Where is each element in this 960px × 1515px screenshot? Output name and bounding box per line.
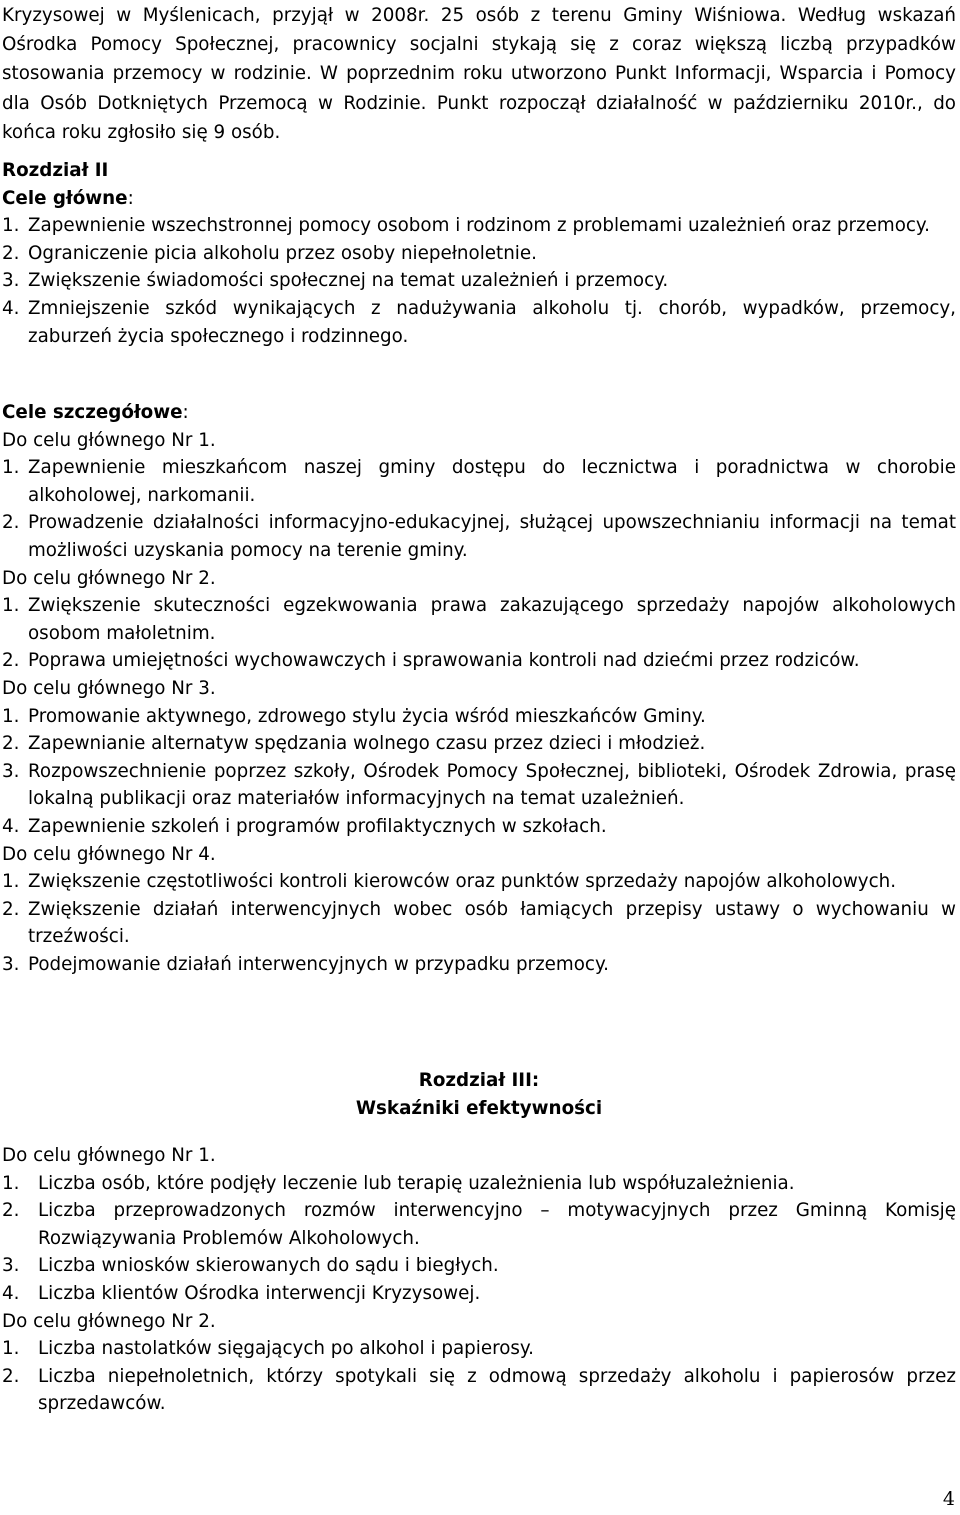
- item-number: 1.: [2, 457, 20, 479]
- item-text: Podejmowanie działań interwencyjnych w przypadku przemocy.: [28, 953, 609, 975]
- item-number: 1.: [2, 595, 20, 617]
- item-text: Liczba wniosków skierowanych do sądu i biegłych.: [38, 1255, 499, 1277]
- item-text: Promowanie aktywnego, zdrowego stylu życia wśród mieszkańców Gminy.: [28, 705, 706, 727]
- item-number: 4.: [2, 815, 20, 837]
- indicator-group-label: Do celu głównego Nr 1.: [2, 1145, 216, 1166]
- specific-goals-colon: :: [182, 402, 189, 423]
- specific-goal-item: [2, 592, 956, 647]
- item-number: 4.: [2, 1282, 20, 1304]
- item-number: 3.: [2, 760, 20, 782]
- item-number: 1.: [2, 871, 20, 893]
- intro-paragraph: Kryzysowej w Myślenicach, przyjął w 2008r. 25 osób z terenu Gminy Wiśniowa. Według wskazań Ośrodka Pomocy Społecznej, pracownicy socjalni stykają się z coraz większą liczbą przypadków stosowania przemocy w rodzinie. W poprzednim roku utworzono Punkt Informacji, Wsparcia i Pomocy dla Osób Dotkniętych Przemocą w Rodzinie. Punkt rozpoczął działalność w październiku 2010r., do końca roku zgłosiło się 9 osób.: [2, 5, 956, 143]
- item-number: 3.: [2, 1255, 20, 1277]
- item-number: 1.: [2, 1172, 20, 1194]
- chapter-3-title: Rozdział III:: [418, 1070, 540, 1091]
- specific-goals-heading: [2, 399, 956, 427]
- specific-goal-item: [2, 896, 956, 951]
- item-text: Rozpowszechnienie poprzez szkoły, Ośrodek Pomocy Społecznej, biblioteki, Ośrodek Zdrowia, prasę lokalną publikacji oraz materiałów informacyjnych na temat uzależnień.: [28, 760, 956, 810]
- item-text: Liczba nastolatków sięgających po alkohol i papierosy.: [38, 1338, 534, 1360]
- item-number: 1.: [2, 1338, 20, 1360]
- item-text: Liczba klientów Ośrodka interwencji Kryzysowej.: [38, 1282, 481, 1304]
- main-goal-item: [2, 240, 956, 268]
- item-number: 3.: [2, 953, 20, 975]
- specific-goal-item: [2, 647, 956, 675]
- chapter-3-subtitle: Wskaźniki efektywności: [355, 1098, 603, 1119]
- indicator-item: [2, 1335, 956, 1363]
- item-text: Zwiększenie częstotliwości kontroli kierowców oraz punktów sprzedaży napojów alkoholowych.: [28, 871, 897, 893]
- item-text: Zapewnienie szkoleń i programów profilaktycznych w szkołach.: [28, 815, 607, 837]
- item-text: Zwiększenie działań interwencyjnych wobec osób łamiących przepisy ustawy o wychowaniu w trzeźwości.: [28, 898, 956, 948]
- indicator-item: [2, 1197, 956, 1252]
- specific-goal-item: [2, 703, 956, 731]
- specific-goal-item: [2, 509, 956, 564]
- chapter-2-title: Rozdział II: [2, 160, 109, 181]
- indicator-group-label: Do celu głównego Nr 2.: [2, 1310, 216, 1332]
- item-number: 2.: [2, 650, 20, 672]
- specific-goals-section: [2, 399, 956, 978]
- item-text: Zapewnianie alternatyw spędzania wolnego czasu przez dzieci i młodzież.: [28, 733, 706, 755]
- item-number: 2.: [2, 1365, 20, 1387]
- main-goals-colon: :: [127, 187, 134, 209]
- item-number: 2.: [2, 1200, 20, 1222]
- indicator-item: [2, 1252, 956, 1280]
- goal-group-label: Do celu głównego Nr 3.: [2, 677, 216, 699]
- indicators-section: [2, 1142, 956, 1418]
- goal-group-label: Do celu głównego Nr 2.: [2, 567, 216, 589]
- item-text: Zwiększenie skuteczności egzekwowania prawa zakazującego sprzedaży napojów alkoholowych osobom małoletnim.: [28, 595, 956, 644]
- specific-goal-item: [2, 730, 956, 758]
- item-text: Liczba przeprowadzonych rozmów interwencyjno – motywacyjnych przez Gminną Komisję Rozwiązywania Problemów Alkoholowych.: [38, 1200, 956, 1249]
- item-number: 4.: [2, 297, 20, 319]
- item-text: Liczba niepełnoletnich, którzy spotykali się z odmową sprzedaży alkoholu i papierosów przez sprzedawców.: [38, 1365, 956, 1415]
- item-text: Poprawa umiejętności wychowawczych i sprawowania kontroli nad dziećmi przez rodziców.: [28, 650, 860, 672]
- indicator-item: [2, 1280, 956, 1308]
- main-goals-label: Cele główne: [2, 187, 128, 209]
- item-text: Zapewnienie wszechstronnej pomocy osobom i rodzinom z problemami uzależnień oraz przemocy.: [28, 215, 930, 237]
- page-number: 4: [942, 1488, 955, 1510]
- item-text: Zmniejszenie szkód wynikających z nadużywania alkoholu tj. chorób, wypadków, przemocy, zaburzeń życia społecznego i rodzinnego.: [28, 297, 956, 347]
- main-goal-item: [2, 295, 956, 350]
- item-number: 2.: [2, 733, 20, 755]
- indicator-item: [2, 1170, 956, 1198]
- main-goal-item: [2, 212, 956, 240]
- specific-goal-item: [2, 868, 956, 896]
- item-number: 2.: [2, 512, 20, 534]
- specific-goals-label: Cele szczegółowe: [2, 402, 183, 423]
- item-text: Liczba osób, które podjęły leczenie lub terapię uzależnienia lub współuzależnienia.: [38, 1172, 795, 1194]
- item-number: 2.: [2, 898, 20, 920]
- item-text: Prowadzenie działalności informacyjno-edukacyjnej, służącej upowszechnianiu informacji na temat możliwości uzyskania pomocy na terenie gminy.: [28, 512, 956, 561]
- goal-group-label: Do celu głównego Nr 1.: [2, 429, 216, 451]
- item-number: 1.: [2, 215, 20, 237]
- specific-goal-item: [2, 454, 956, 509]
- main-goals-heading: [2, 185, 956, 213]
- specific-goal-item: [2, 813, 956, 841]
- main-goal-item: [2, 267, 956, 295]
- item-number: 2.: [2, 242, 20, 264]
- goal-group-label: Do celu głównego Nr 4.: [2, 843, 216, 865]
- specific-goal-item: [2, 758, 956, 813]
- indicator-item: [2, 1363, 956, 1418]
- item-text: Zwiększenie świadomości społecznej na temat uzależnień i przemocy.: [28, 270, 669, 292]
- chapter-3-heading: [2, 1067, 956, 1123]
- item-text: Ograniczenie picia alkoholu przez osoby niepełnoletnie.: [28, 242, 537, 264]
- item-number: 1.: [2, 705, 20, 727]
- specific-goal-item: [2, 951, 956, 979]
- chapter-2-main-goals-section: [2, 157, 956, 350]
- item-text: Zapewnienie mieszkańcom naszej gminy dostępu do lecznictwa i poradnictwa w chorobie alkoholowej, narkomanii.: [28, 457, 956, 506]
- item-number: 3.: [2, 270, 20, 292]
